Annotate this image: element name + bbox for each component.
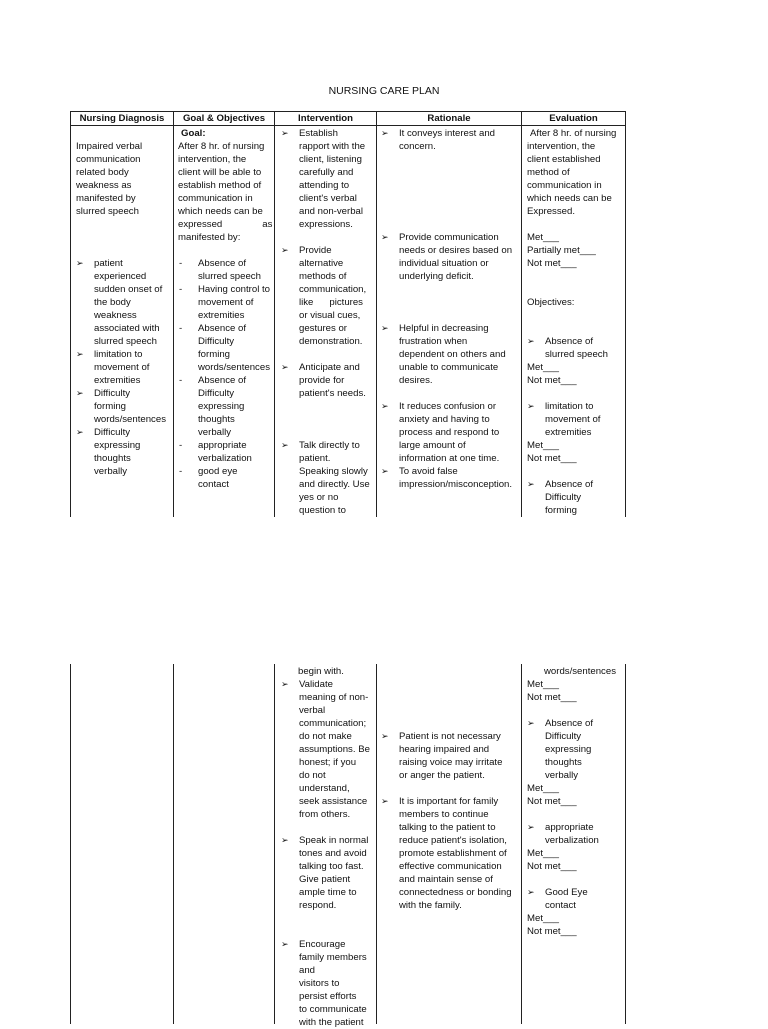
text-line: forming xyxy=(94,401,126,412)
text-line: demonstration. xyxy=(299,336,363,347)
objective-item xyxy=(178,322,271,374)
text-line: Talk directly to xyxy=(299,440,360,451)
table-right-border xyxy=(625,664,626,1024)
arrow-bullet-icon: ➢ xyxy=(527,479,535,489)
text-line: client established xyxy=(527,154,601,165)
status-not-met: Not met___ xyxy=(527,692,577,703)
text-line: and non-verbal xyxy=(299,206,364,217)
arrow-bullet-icon: ➢ xyxy=(381,401,389,411)
text-line: extremities xyxy=(545,427,592,438)
text-line: Speak in normal xyxy=(299,835,369,846)
status-met: Met___ xyxy=(527,848,559,859)
intervention-item xyxy=(281,938,374,1029)
dash-bullet: - xyxy=(179,440,183,451)
text-line: forming xyxy=(198,349,230,360)
text-line: Difficulty xyxy=(94,388,131,399)
text-line: seek assistance xyxy=(299,796,368,807)
arrow-bullet-icon: ➢ xyxy=(381,128,389,138)
header-goal-objectives: Goal & Objectives xyxy=(182,113,266,124)
text-line: Absence of xyxy=(545,718,594,729)
text-line: Speaking slowly xyxy=(299,466,368,477)
text-line: provide for xyxy=(299,375,345,386)
objectives-label: Objectives: xyxy=(527,297,575,308)
text-line: persist efforts xyxy=(299,991,357,1002)
text-line: reduce patient's isolation, xyxy=(399,835,507,846)
dash-bullet: - xyxy=(179,466,183,477)
rationale-column-continued xyxy=(381,730,521,912)
text-line: meaning of non- xyxy=(299,692,369,703)
text-line: patient xyxy=(94,258,123,269)
objective-item xyxy=(178,257,271,283)
status-not-met: Not met___ xyxy=(527,861,577,872)
text-line: Absence of xyxy=(545,479,594,490)
text-line: slurred speech xyxy=(545,349,608,360)
text-line: intervention, the xyxy=(527,141,596,152)
rationale-column xyxy=(381,127,521,491)
text-line: hearing impaired and xyxy=(399,744,490,755)
text-line: impression/misconception. xyxy=(399,479,513,490)
text-line: verbally xyxy=(94,466,128,477)
text-line: and maintain sense of xyxy=(399,874,493,885)
text-line: individual situation or xyxy=(399,258,489,269)
text-line: After 8 hr. of nursing xyxy=(178,141,265,152)
table-left-border xyxy=(70,664,71,1024)
diagnosis-cue-item xyxy=(76,387,172,426)
status-not-met: Not met___ xyxy=(527,375,577,386)
text-line: alternative xyxy=(299,258,344,269)
diagnosis-cue-item xyxy=(76,426,172,478)
text-line: Provide xyxy=(299,245,332,256)
text-line: To avoid false xyxy=(399,466,458,477)
text-line: intervention, the xyxy=(178,154,247,165)
text-line: establish method of xyxy=(178,180,262,191)
text-line: communication; xyxy=(299,718,367,729)
text-line: It is important for family xyxy=(399,796,499,807)
dash-bullet: - xyxy=(179,375,183,386)
text-line: appropriate xyxy=(545,822,594,833)
text-line: Difficulty xyxy=(94,427,131,438)
text-line: information at one time. xyxy=(399,453,500,464)
text-line: weakness xyxy=(94,310,137,321)
objective-item xyxy=(178,374,271,439)
text-line: It reduces confusion or xyxy=(399,401,497,412)
text-line: process and respond to xyxy=(399,427,500,438)
diagnosis-cue-item xyxy=(76,257,172,348)
text-line: slurred speech xyxy=(76,206,139,217)
text-line: Validate xyxy=(299,679,333,690)
rationale-item xyxy=(381,795,521,912)
text-line: client will be able to xyxy=(178,167,262,178)
intervention-column-continued xyxy=(281,665,374,1029)
text-line: connectedness or bonding xyxy=(399,887,512,898)
status-met: Met___ xyxy=(527,783,559,794)
text-line: large amount of xyxy=(399,440,466,451)
column-divider xyxy=(376,664,377,1024)
text-line: do not xyxy=(299,770,326,781)
text-line: patient. xyxy=(299,453,331,464)
text-line: begin with. xyxy=(298,666,344,677)
text-line: expressed as xyxy=(178,219,273,230)
text-line: effective communication xyxy=(399,861,502,872)
rationale-item xyxy=(381,400,521,465)
text-line: expressing xyxy=(94,440,141,451)
header-intervention: Intervention xyxy=(298,113,353,124)
text-line: like pictures xyxy=(299,297,363,308)
intervention-item xyxy=(281,678,374,821)
text-line: assumptions. Be xyxy=(299,744,370,755)
text-line: attending to xyxy=(299,180,350,191)
text-line: slurred speech xyxy=(94,336,157,347)
text-line: words/sentences xyxy=(198,362,270,373)
intervention-item xyxy=(281,127,374,231)
text-line: Absence of xyxy=(198,375,247,386)
text-line: desires. xyxy=(399,375,433,386)
page-title: NURSING CARE PLAN xyxy=(328,85,440,97)
intervention-item xyxy=(281,361,374,400)
text-line: unable to communicate xyxy=(399,362,499,373)
column-divider xyxy=(173,664,174,1024)
text-line: from others. xyxy=(299,809,351,820)
text-line: communication in xyxy=(178,193,253,204)
text-line: sudden onset of xyxy=(94,284,163,295)
text-line: client's verbal xyxy=(299,193,357,204)
header-evaluation: Evaluation xyxy=(549,113,598,124)
text-line: thoughts xyxy=(94,453,131,464)
goal-heading: Goal: xyxy=(181,128,206,139)
header-nursing-diagnosis: Nursing Diagnosis xyxy=(79,113,165,124)
arrow-bullet-icon: ➢ xyxy=(281,362,289,372)
diagnosis-column xyxy=(76,140,172,478)
text-line: Absence of xyxy=(545,336,594,347)
text-line: honest; if you xyxy=(299,757,357,768)
text-line: concern. xyxy=(399,141,436,152)
text-line: with the patient xyxy=(299,1017,364,1028)
status-partially-met: Partially met___ xyxy=(527,245,596,256)
arrow-bullet-icon: ➢ xyxy=(527,401,535,411)
text-line: Good Eye xyxy=(545,887,588,898)
header-rationale: Rationale xyxy=(427,113,471,124)
text-line: related body xyxy=(76,167,129,178)
arrow-bullet-icon: ➢ xyxy=(527,336,535,346)
text-line: contact xyxy=(545,900,576,911)
text-line: verbal xyxy=(299,705,326,716)
text-line: or visual cues, xyxy=(299,310,361,321)
text-line: extremities xyxy=(94,375,141,386)
dash-bullet: - xyxy=(179,258,183,269)
text-line: Absence of xyxy=(198,258,247,269)
rationale-item xyxy=(381,322,521,387)
rationale-item xyxy=(381,465,521,491)
text-line: associated with xyxy=(94,323,160,334)
status-not-met: Not met___ xyxy=(527,258,577,269)
intervention-item xyxy=(281,834,374,912)
text-line: verbally xyxy=(545,770,579,781)
text-line: visitors to xyxy=(299,978,340,989)
evaluation-objective xyxy=(527,335,625,361)
status-met: Met___ xyxy=(527,362,559,373)
arrow-bullet-icon: ➢ xyxy=(281,128,289,138)
header-bottom-border xyxy=(70,125,626,126)
text-line: communication in xyxy=(527,180,602,191)
rationale-item xyxy=(381,730,521,782)
text-line: After 8 hr. of nursing xyxy=(530,128,617,139)
text-line: rapport with the xyxy=(299,141,366,152)
text-line: patient's needs. xyxy=(299,388,366,399)
text-line: gestures or xyxy=(299,323,347,334)
text-line: tones and avoid xyxy=(299,848,367,859)
text-line: which needs can be xyxy=(178,206,263,217)
text-line: Having control to xyxy=(198,284,270,295)
text-line: promote establishment of xyxy=(399,848,507,859)
text-line: Give patient xyxy=(299,874,351,885)
column-divider xyxy=(521,664,522,1024)
text-line: underlying deficit. xyxy=(399,271,474,282)
text-line: and xyxy=(299,965,316,976)
evaluation-objective xyxy=(527,717,625,782)
text-line: movement of xyxy=(94,362,150,373)
text-line: manifested by xyxy=(76,193,136,204)
dash-bullet: - xyxy=(179,284,183,295)
intervention-item xyxy=(281,439,374,517)
goal-column xyxy=(178,127,271,491)
text-line: with the family. xyxy=(399,900,462,911)
table-left-border xyxy=(70,111,71,517)
text-line: Absence of xyxy=(198,323,247,334)
text-line: talking to the patient to xyxy=(399,822,496,833)
evaluation-column-continued xyxy=(527,665,625,938)
column-divider xyxy=(173,111,174,517)
status-met: Met___ xyxy=(527,913,559,924)
arrow-bullet-icon: ➢ xyxy=(527,822,535,832)
text-line: experienced xyxy=(94,271,147,282)
status-met: Met___ xyxy=(527,679,559,690)
text-line: Impaired verbal xyxy=(76,141,143,152)
text-line: question to xyxy=(299,505,346,516)
text-line: Expressed. xyxy=(527,206,575,217)
text-line: limitation to xyxy=(94,349,143,360)
arrow-bullet-icon: ➢ xyxy=(381,731,389,741)
arrow-bullet-icon: ➢ xyxy=(281,835,289,845)
arrow-bullet-icon: ➢ xyxy=(527,887,535,897)
text-line: Difficulty xyxy=(198,388,235,399)
text-line: members to continue xyxy=(399,809,489,820)
text-line: anxiety and having to xyxy=(399,414,490,425)
evaluation-objective xyxy=(527,400,625,439)
text-line: respond. xyxy=(299,900,337,911)
objective-item xyxy=(178,439,271,465)
arrow-bullet-icon: ➢ xyxy=(281,440,289,450)
column-divider xyxy=(274,664,275,1024)
arrow-bullet-icon: ➢ xyxy=(381,466,389,476)
text-line: the body xyxy=(94,297,131,308)
evaluation-objective xyxy=(527,886,625,912)
column-divider xyxy=(376,111,377,517)
arrow-bullet-icon: ➢ xyxy=(381,232,389,242)
arrow-bullet-icon: ➢ xyxy=(76,388,84,398)
evaluation-objective xyxy=(527,821,625,847)
text-line: limitation to xyxy=(545,401,594,412)
text-line: appropriate xyxy=(198,440,247,451)
diagnosis-cue-item xyxy=(76,348,172,387)
text-line: expressing xyxy=(545,744,592,755)
text-line: talking too fast. xyxy=(299,861,364,872)
arrow-bullet-icon: ➢ xyxy=(281,939,289,949)
text-line: Provide communication xyxy=(399,232,499,243)
text-line: or anger the patient. xyxy=(399,770,485,781)
evaluation-column xyxy=(527,127,625,517)
text-line: extremities xyxy=(198,310,245,321)
text-line: verbally xyxy=(198,427,232,438)
arrow-bullet-icon: ➢ xyxy=(527,718,535,728)
text-line: frustration when xyxy=(399,336,468,347)
text-line: weakness as xyxy=(76,180,132,191)
arrow-bullet-icon: ➢ xyxy=(76,349,84,359)
text-line: expressions. xyxy=(299,219,353,230)
text-line: thoughts xyxy=(198,414,235,425)
text-line: manifested by: xyxy=(178,232,241,243)
text-line: words/sentences xyxy=(544,666,616,677)
column-divider xyxy=(521,111,522,517)
status-met: Met___ xyxy=(527,440,559,451)
text-line: slurred speech xyxy=(198,271,261,282)
text-line: methods of xyxy=(299,271,347,282)
text-line: Helpful in decreasing xyxy=(399,323,489,334)
objective-item xyxy=(178,465,271,491)
text-line: Difficulty xyxy=(545,492,582,503)
status-not-met: Not met___ xyxy=(527,453,577,464)
intervention-column xyxy=(281,127,374,517)
arrow-bullet-icon: ➢ xyxy=(76,427,84,437)
arrow-bullet-icon: ➢ xyxy=(76,258,84,268)
status-met: Met___ xyxy=(527,232,559,243)
rationale-item xyxy=(381,127,521,153)
text-line: dependent on others and xyxy=(399,349,506,360)
evaluation-objective xyxy=(527,478,625,517)
diagnosis-statement xyxy=(76,140,172,218)
text-line: words/sentences xyxy=(94,414,166,425)
text-line: which needs can be xyxy=(527,193,612,204)
text-line: It conveys interest and xyxy=(399,128,495,139)
text-line: method of xyxy=(527,167,570,178)
text-line: communication xyxy=(76,154,141,165)
text-line: expressing xyxy=(198,401,245,412)
text-line: carefully and xyxy=(299,167,354,178)
text-line: ample time to xyxy=(299,887,357,898)
status-not-met: Not met___ xyxy=(527,796,577,807)
text-line: understand, xyxy=(299,783,350,794)
text-line: family members xyxy=(299,952,367,963)
dash-bullet: - xyxy=(179,323,183,334)
arrow-bullet-icon: ➢ xyxy=(281,245,289,255)
text-line: forming xyxy=(545,505,577,516)
text-line: Difficulty xyxy=(198,336,235,347)
rationale-item xyxy=(381,231,521,283)
text-line: do not make xyxy=(299,731,352,742)
text-line: good eye contact xyxy=(198,466,238,490)
text-line: Difficulty xyxy=(545,731,582,742)
text-line: raising voice may irritate xyxy=(399,757,503,768)
text-line: Anticipate and xyxy=(299,362,360,373)
text-line: movement of xyxy=(545,414,601,425)
text-line: Encourage xyxy=(299,939,346,950)
arrow-bullet-icon: ➢ xyxy=(381,323,389,333)
text-line: Establish xyxy=(299,128,338,139)
arrow-bullet-icon: ➢ xyxy=(281,679,289,689)
status-not-met: Not met___ xyxy=(527,926,577,937)
text-line: movement of xyxy=(198,297,254,308)
text-line: thoughts xyxy=(545,757,582,768)
text-line: client, listening xyxy=(299,154,362,165)
text-line: yes or no xyxy=(299,492,339,503)
text-line: needs or desires based on xyxy=(399,245,513,256)
arrow-bullet-icon: ➢ xyxy=(381,796,389,806)
text-line: to communicate xyxy=(299,1004,367,1015)
text-line: verbalization xyxy=(198,453,252,464)
text-line: verbalization xyxy=(545,835,599,846)
column-divider xyxy=(274,111,275,517)
intervention-item xyxy=(281,244,374,348)
text-line: Patient is not necessary xyxy=(399,731,501,742)
text-line: communication, xyxy=(299,284,367,295)
table-right-border xyxy=(625,111,626,517)
text-line: and directly. Use xyxy=(299,479,370,490)
objective-item xyxy=(178,283,271,322)
